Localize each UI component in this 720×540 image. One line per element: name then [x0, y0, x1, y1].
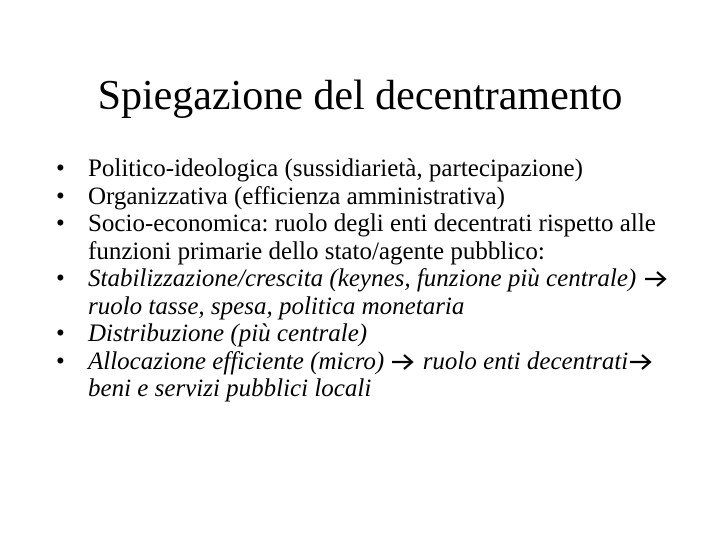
right-arrow-icon [628, 353, 654, 371]
slide-title: Spiegazione del decentramento [97, 73, 623, 119]
bullet-item-distribuzione [56, 320, 696, 348]
right-arrow-icon [390, 353, 416, 371]
right-arrow-icon [643, 270, 669, 288]
bullet-text-part3: beni e servizi pubblici locali [88, 375, 372, 402]
bullet-item-organizzativa [56, 183, 696, 211]
bullet-item-stabilizzazione [56, 265, 696, 320]
bullet-dot: • [56, 210, 65, 237]
bullet-dot: • [56, 347, 65, 375]
bullet-text: Socio-economica: ruolo degli enti decentrati rispetto alle funzioni primarie dello stato/agente pubblico: [88, 210, 656, 265]
bullet-text: Organizzativa (efficienza amministrativa) [88, 182, 505, 210]
bullet-dot: • [56, 155, 65, 182]
bullet-item-politico [56, 155, 696, 183]
bullet-text-part1: Allocazione efficiente (micro) [88, 347, 385, 375]
bullet-list [56, 155, 696, 403]
bullet-text-part2: ruolo tasse, spesa, politica monetaria [88, 292, 465, 320]
bullet-dot: • [56, 265, 65, 292]
bullet-text-part1: Stabilizzazione/crescita (keynes, funzione più centrale) [88, 265, 637, 292]
bullet-item-socio-economica [56, 210, 696, 265]
bullet-text: Politico-ideologica (sussidiarietà, partecipazione) [88, 155, 583, 182]
bullet-text-part2: ruolo enti decentrati [422, 347, 629, 375]
bullet-item-allocazione [56, 348, 696, 403]
bullet-text: Distribuzione (più centrale) [88, 320, 368, 347]
bullet-dot: • [56, 320, 65, 347]
bullet-dot: • [56, 182, 65, 210]
